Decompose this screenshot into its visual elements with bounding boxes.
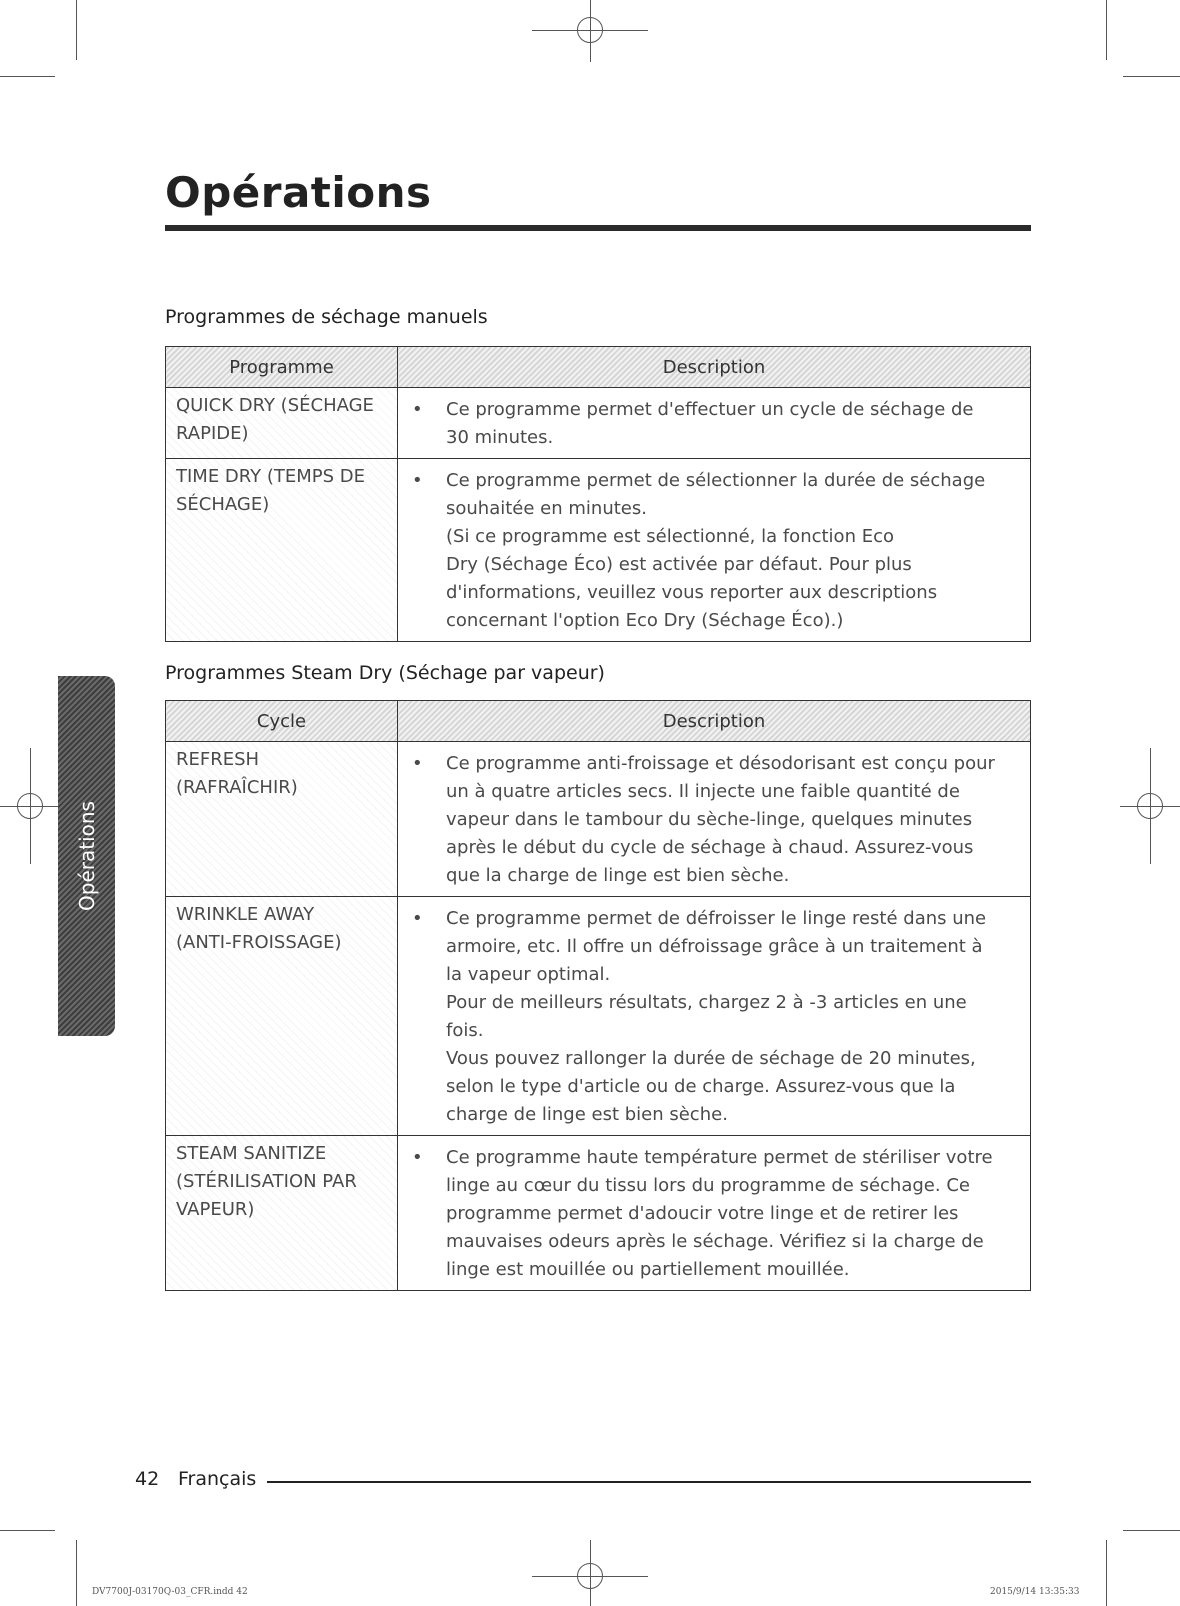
description-line: linge est mouillée ou partiellement mouillée. [446,1259,850,1280]
cycle-name-line: REFRESH [176,749,260,770]
description-line: linge au cœur du tissu lors du programme de séchage. Ce [446,1175,970,1196]
description-line: vapeur dans le tambour du sèche-linge, quelques minutes [446,809,973,830]
side-tab-label: Opérations [74,801,99,911]
program-description [398,459,1031,642]
description-line: souhaitée en minutes. [446,498,647,519]
description-line: Ce programme permet d'effectuer un cycle de séchage de [446,399,974,420]
cycle-name-line: STEAM SANITIZE [176,1143,327,1164]
cycle-name [166,742,398,897]
description-line: Dry (Séchage Éco) est activée par défaut. Pour plus [446,554,912,575]
program-name-line: TIME DRY (TEMPS DE [176,466,366,487]
print-file-info: DV7700J-03170Q-03_CFR.indd 42 [92,1587,248,1597]
steam-programs-heading: Programmes Steam Dry (Séchage par vapeur) [165,662,605,684]
description-line: programme permet d'adoucir votre linge et de retirer les [446,1203,959,1224]
column-header-description: Description [398,347,1031,388]
description-line: selon le type d'article ou de charge. Assurez-vous que la [446,1076,956,1097]
table-row [166,459,1031,642]
table-header-row [166,347,1031,388]
cycle-description [398,1136,1031,1291]
cycle-description [398,897,1031,1136]
page-language: Français [178,1468,257,1490]
description-line: que la charge de linge est bien sèche. [446,865,790,886]
cycle-description [398,742,1031,897]
title-rule [165,225,1031,231]
cycle-name-line: (STÉRILISATION PAR [176,1171,357,1192]
section-side-tab [58,676,115,1036]
cycle-name [166,897,398,1136]
table-row [166,1136,1031,1291]
bullet: • [412,470,423,491]
description-line: Ce programme anti-froissage et désodorisant est conçu pour [446,753,995,774]
cycle-name [166,1136,398,1291]
manual-programs-table [165,346,1031,642]
print-timestamp: 2015/9/14 13:35:33 [990,1587,1080,1597]
table-row [166,388,1031,459]
table-row [166,897,1031,1136]
table-header-row [166,701,1031,742]
column-header-cycle: Cycle [166,701,398,742]
description-line: 30 minutes. [446,427,554,448]
description-line: d'informations, veuillez vous reporter aux descriptions [446,582,938,603]
description-line: après le début du cycle de séchage à chaud. Assurez-vous [446,837,974,858]
column-header-program: Programme [166,347,398,388]
program-name [166,459,398,642]
program-name-line: QUICK DRY (SÉCHAGE [176,395,374,416]
description-line: Ce programme permet de défroisser le linge resté dans une [446,908,987,929]
description-line: (Si ce programme est sélectionné, la fonction Eco [446,526,894,547]
footer-rule [267,1481,1031,1483]
bullet: • [412,908,423,929]
table-row [166,742,1031,897]
program-name-line: SÉCHAGE) [176,494,270,515]
program-description [398,388,1031,459]
steam-programs-table [165,700,1031,1291]
description-line: fois. [446,1020,484,1041]
description-line: Vous pouvez rallonger la durée de séchage de 20 minutes, [446,1048,976,1069]
description-line: un à quatre articles secs. Il injecte une faible quantité de [446,781,960,802]
description-line: armoire, etc. Il offre un défroissage grâce à un traitement à [446,936,983,957]
cycle-name-line: (ANTI-FROISSAGE) [176,932,342,953]
bullet: • [412,1147,423,1168]
description-line: Ce programme permet de sélectionner la durée de séchage [446,470,986,491]
manual-programs-heading: Programmes de séchage manuels [165,306,488,328]
description-line: la vapeur optimal. [446,964,611,985]
page-number: 42 [135,1468,160,1490]
cycle-name-line: (RAFRAÎCHIR) [176,777,298,798]
description-line: concernant l'option Eco Dry (Séchage Éco).) [446,610,844,631]
description-line: Pour de meilleurs résultats, chargez 2 à -3 articles en une [446,992,967,1013]
description-line: mauvaises odeurs après le séchage. Vérifiez si la charge de [446,1231,984,1252]
page-title: Opérations [165,168,432,217]
description-line: charge de linge est bien sèche. [446,1104,728,1125]
description-line: Ce programme haute température permet de stériliser votre [446,1147,993,1168]
program-name [166,388,398,459]
cycle-name-line: VAPEUR) [176,1199,255,1220]
column-header-description: Description [398,701,1031,742]
bullet: • [412,753,423,774]
cycle-name-line: WRINKLE AWAY [176,904,315,925]
bullet: • [412,399,423,420]
program-name-line: RAPIDE) [176,423,249,444]
